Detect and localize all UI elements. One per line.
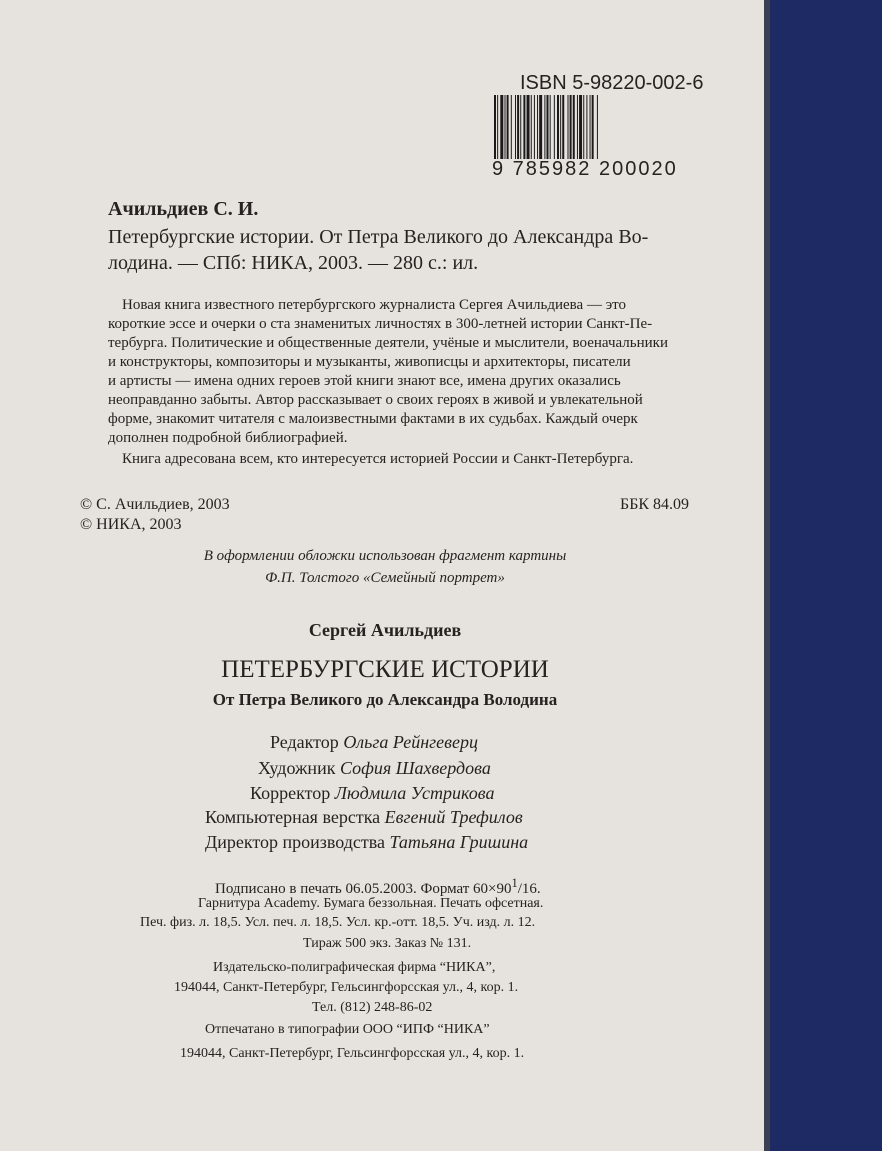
imprint-publisher: Издательско-полиграфическая фирма “НИКА”, [213,960,496,975]
credit-role: Художник [258,758,336,778]
isbn-text: ISBN 5-98220-002-6 [520,72,704,94]
annotation-audience: Книга адресована всем, кто интересуется историей России и Санкт-Петербурга. [122,451,634,467]
barcode-number: 9 785982 200020 [492,158,678,180]
imprint-format-suffix: /16. [517,881,541,897]
imprint-sheets: Печ. физ. л. 18,5. Усл. печ. л. 18,5. Усл. кр.-отт. 18,5. Уч. изд. л. 12. [140,915,536,930]
credit-proofreader [250,783,494,804]
annotation-line: дополнен подробной библиографией. [108,430,348,446]
annotation [108,296,708,469]
author-name: Сергей Ачильдиев [308,620,462,640]
copyright-author: © С. Ачильдиев, 2003 [80,496,230,513]
biblio-line-2: лодина. — СПб: НИКА, 2003. — 280 с.: ил. [108,252,479,274]
credit-name: Ольга Рейнгеверц [343,732,478,752]
imprint-run: Тираж 500 экз. Заказ № 131. [303,936,472,951]
credit-name: Евгений Трефилов [384,807,523,827]
bbk-code: ББК 84.09 [620,496,690,513]
annotation-line: короткие эссе и очерки о ста знаменитых личностях в 300-летней истории Санкт-Пе- [108,316,653,332]
credit-name: София Шахвердова [339,758,491,778]
barcode-image [492,95,692,159]
imprint-pub-address: 194044, Санкт-Петербург, Гельсингфорсская ул., 4, кор. 1. [174,980,519,995]
annotation-line: неоправданно забыты. Автор рассказывает о своих героях в живой и увлекательной [108,392,643,408]
credit-name: Татьяна Гришина [389,832,529,852]
annotation-line: тербурга. Политические и общественные деятели, учёные и мыслители, военачальники [108,335,668,351]
credit-layout [205,807,523,828]
imprint-print-address: 194044, Санкт-Петербург, Гельсингфорсская ул., 4, кор. 1. [180,1046,525,1061]
imprint-format-sup: 1 [511,876,518,890]
credit-role: Редактор [270,732,339,752]
credit-editor [270,732,478,753]
biblio-line-1: Петербургские истории. От Петра Великого до Александра Во- [108,226,649,248]
cover-note-line-2: Ф.П. Толстого «Семейный портрет» [265,570,505,586]
annotation-line: форме, знакомит читателя с малоизвестными фактами в их судьбах. Каждый очерк [108,411,638,427]
credit-role: Компьютерная верстка [205,807,381,827]
cover-note-line-1: В оформлении обложки использован фрагмент картины [203,548,567,564]
book-subtitle: От Петра Великого до Александра Володина [212,690,558,709]
credit-name: Людмила Устрикова [334,783,495,803]
credit-role: Корректор [250,783,331,803]
annotation-line: Новая книга известного петербургского журналиста Сергея Ачильдиева — это [122,297,626,313]
imprint-phone: Тел. (812) 248-86-02 [312,1000,433,1015]
credit-role: Директор производства [205,832,386,852]
book-cover-back [770,0,882,1151]
annotation-line: и конструкторы, композиторы и музыканты, живописцы и архитекторы, писатели [108,354,631,370]
imprint-signed-text: Подписано в печать 06.05.2003. Формат 60×90 [215,881,512,897]
copyright-publisher: © НИКА, 2003 [80,516,182,533]
annotation-line: и артисты — имена одних героев этой книги знают все, имена других оказались [108,373,621,389]
credit-director [205,832,528,853]
credit-artist [258,758,491,779]
biblio-author: Ачильдиев С. И. [108,198,259,220]
book-title: ПЕТЕРБУРГСКИЕ ИСТОРИИ [221,656,549,683]
imprint-font: Гарнитура Academy. Бумага беззольная. Печать офсетная. [198,896,544,911]
imprint-signed [215,876,541,898]
imprint-printed: Отпечатано в типографии ООО “ИПФ “НИКА” [205,1022,490,1037]
